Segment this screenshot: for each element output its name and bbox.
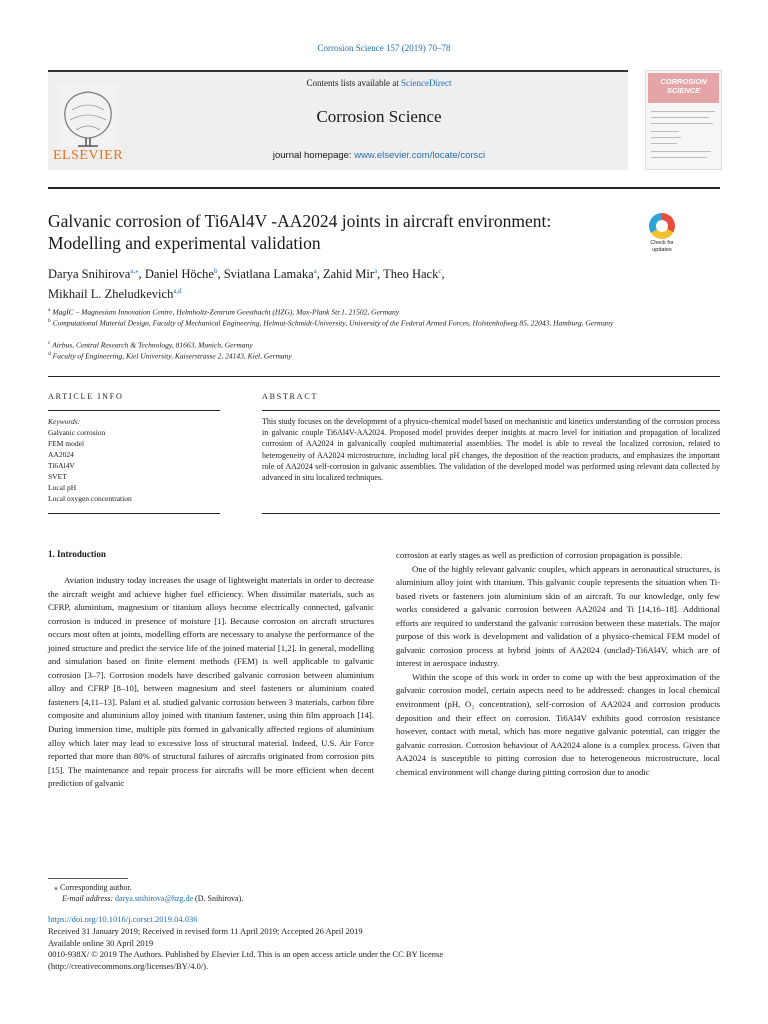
keywords-block xyxy=(48,416,220,504)
section-heading-introduction: 1. Introduction xyxy=(48,549,106,559)
affiliation-text: MagIC – Magnesium Innovation Centre, Helmholtz-Zentrum Geesthacht (HZG), Max-Plank Str.1, 21502, Germany xyxy=(52,307,400,317)
corresponding-label: ⁎ Corresponding author. xyxy=(54,883,132,892)
cover-title: CORROSION SCIENCE xyxy=(648,73,719,103)
author-email-link[interactable]: darya.snihirova@hzg.de xyxy=(115,894,194,903)
check-for-updates-badge[interactable] xyxy=(646,213,678,253)
homepage-link[interactable]: www.elsevier.com/locate/corsci xyxy=(354,150,486,161)
author-affiliation-mark[interactable]: b xyxy=(213,267,218,275)
cover-text-line xyxy=(651,157,707,158)
journal-cover[interactable] xyxy=(645,70,722,170)
author-affiliation-mark[interactable]: a,d xyxy=(173,287,182,296)
abstract-rule xyxy=(262,410,720,411)
paragraph: Aviation industry today increases the usage of lightweight materials in order to decrease the aircraft weight and achieve higher fuel efficiency. When dissimilar materials, such as CFRP, aluminium, magnesium or titanium alloys become electrically connected, galvanic corrosion is induced in presence of moisture [1]. Because corrosion on aircraft structures occurs most often at joints, modelling efforts are necessary to analyse the performance of the joined structure and predict the service life of the joined material [1,2]. In general, modelling and simulation based on finite element methods (FEM) is well applicable to galvanic corrosion [3–7]. Corrosion models have described galvanic corrosion between aluminium alloy and CFRP [8–10], between magnesium and steel fasteners or aluminium coated fasteners [4,11–13]. Palani et al. studied galvanic corrosion between 3 materials, carbon fibre composite and aluminium alloy joined with titanium fastener, using thin film approach [14]. During immersion time, multiple pits formed in galvanically affected regions of aluminium alloy which later may lead to excessive loss of structural material. Indeed, U.S. Air Force reported that more than 80% of structural failures of aircrafts originated from corrosion pits [15]. The maintenance and repair process for aircrafts will be more efficient when decent prediction of galvanic xyxy=(48,575,374,789)
article-info-bottom-rule xyxy=(48,513,220,514)
article-info-heading: ARTICLE INFO xyxy=(48,392,124,401)
abstract-text: This study focuses on the development of a physico-chemical model based on mechanistic and kinetics understanding of the corrosion process in galvanic couple Ti6Al4V-AA2024. Proposed model provides deeper insights at macro level for initiation and propagation of localized corrosion of AA2024 in galvanically coupled multimaterial assemblies. The model is able to reveal the localized corrosion, related to heterogeneity of AA2024 microstructure, including local pH changes, the deposition of the reaction products, and emphasizes the important role of AA2024 self-corrosion in galvanic assemblies. The validation of the developed model was performed using relevant data collected by advanced in situ localized techniques. xyxy=(262,417,720,483)
author-affiliation-mark[interactable]: a xyxy=(313,267,317,275)
cover-text-line xyxy=(651,143,677,144)
available-online: Available online 30 April 2019 xyxy=(48,937,154,948)
cover-text-line xyxy=(651,111,715,112)
author-affiliation-mark[interactable]: a xyxy=(374,267,378,275)
keyword: Galvanic corrosion xyxy=(48,428,106,437)
contents-line xyxy=(130,78,628,88)
body-column-left xyxy=(48,574,374,791)
front-matter-divider xyxy=(48,376,720,377)
header-divider xyxy=(48,187,720,189)
affiliation-text: Airbus, Central Research & Technology, 81663, Munich, Germany xyxy=(52,340,253,350)
license-url[interactable]: (http://creativecommons.org/licenses/BY/4.0/). xyxy=(48,961,209,972)
journal-name: Corrosion Science xyxy=(316,107,442,126)
article-title: Galvanic corrosion of Ti6Al4V -AA2024 joints in aircraft environment: Modelling and experimental validation xyxy=(48,211,552,253)
corresponding-author-note xyxy=(48,882,388,904)
cover-text-line xyxy=(651,123,713,124)
affiliation-mark: a xyxy=(48,307,51,313)
keyword: SVET xyxy=(48,472,67,481)
affiliation-mark: c xyxy=(48,340,51,346)
cover-text-line xyxy=(651,151,711,152)
contents-prefix: Contents lists available at xyxy=(306,78,401,88)
paragraph: Within the scope of this work in order to come up with the best approximation of the galvanic corrosion model, certain aspects need to be addressed: changes in local chemical environment (pH, O₂ concentration), self-corrosion of AA2024 and corrosion products deposition and their effect on corrosion. Ti6Al4V exhibits good corrosion resistance however, contact with metal, which has more negative galvanic potential, can trigger the galvanic corrosion. Corrosion behaviour of AA2024 alone is a complex process. Given that AA2024 is susceptible to pitting corrosion due to heterogeneous microstructure, local chemical environment will change during pitting corrosion due to anodic xyxy=(396,671,720,777)
cover-text-line xyxy=(651,137,681,138)
journal-reference[interactable]: Corrosion Science 157 (2019) 70–78 xyxy=(317,43,451,53)
received-dates: Received 31 January 2019; Received in revised form 11 April 2019; Accepted 26 April 2019 xyxy=(48,925,363,936)
affiliation-text: Computational Material Design, Faculty of Mechanical Engineering, Helmut-Schmidt-University, University of the Federal Armed Forces, Holstenhofweg 85, 22043, Hamburg, Germany xyxy=(52,318,614,328)
email-label: E-mail address: xyxy=(62,894,116,903)
cover-text-line xyxy=(651,117,709,118)
affiliation xyxy=(48,316,688,329)
elsevier-wordmark: ELSEVIER xyxy=(52,148,124,163)
keyword: Ti6Al4V xyxy=(48,461,75,470)
keyword: FEM model xyxy=(48,439,85,448)
sciencedirect-link[interactable]: ScienceDirect xyxy=(401,78,452,88)
email-suffix: (D. Snihirova). xyxy=(193,894,244,903)
paragraph: One of the highly relevant galvanic couples, which appears in aeronautical structures, is aluminium alloy joint with titanium. This galvanic couple represents the situation when Ti-based rivets or fasteners join aluminium skin of an aircraft. To our knowledge, only few works considered a galvanic corrosion between AA2024 and Ti [14,16–18]. Additional efforts are required to understand the galvanic corrosion between these materials. The major purpose of this work is development and validation of a physico-chemical FEM model of galvanic corrosion process at hybrid joints of AA2024 (unclad)-Ti6Al4V, which are of interest in aerospace industry. xyxy=(396,563,720,669)
author-affiliation-mark[interactable]: c xyxy=(438,267,442,275)
paragraph: corrosion at early stages as well as prediction of corrosion propagation is possible. xyxy=(396,550,683,560)
publication-info xyxy=(48,914,720,973)
abstract-bottom-rule xyxy=(262,513,720,514)
author-name[interactable]: Darya Snihirova xyxy=(48,267,131,282)
email-line xyxy=(48,893,388,904)
journal-homepage xyxy=(130,150,628,161)
affiliation-mark: b xyxy=(48,318,51,324)
check-updates-icon xyxy=(649,213,675,239)
author-name[interactable]: Zahid Mir xyxy=(322,267,375,282)
cover-text-line xyxy=(651,131,679,132)
abstract-heading: ABSTRACT xyxy=(262,392,319,401)
keywords-label: Keywords: xyxy=(48,417,81,426)
author-affiliation-mark[interactable]: a,⁎ xyxy=(130,267,139,275)
affiliation-text: Faculty of Engineering, Kiel University, Kaiserstrasse 2, 24143, Kiel, Germany xyxy=(52,351,292,361)
affiliation-mark: d xyxy=(48,351,51,357)
author-name[interactable]: Theo Hack xyxy=(383,267,439,282)
license-text: 0010-938X/ © 2019 The Authors. Published by Elsevier Ltd. This is an open access article under the CC BY license xyxy=(48,949,444,960)
keyword: Local pH xyxy=(48,483,77,492)
footnote-rule xyxy=(48,878,128,879)
keyword: Local oxygen concentration xyxy=(48,494,132,503)
keyword: AA2024 xyxy=(48,450,74,459)
homepage-prefix: journal homepage: xyxy=(272,150,355,161)
author-name[interactable]: Daniel Höche xyxy=(144,267,214,282)
doi-link[interactable]: https://doi.org/10.1016/j.corsci.2019.04.036 xyxy=(48,914,198,924)
author-name[interactable]: Mikhail L. Zheludkevich xyxy=(48,287,174,302)
author-name[interactable]: Sviatlana Lamaka xyxy=(223,267,314,282)
body-column-right xyxy=(396,549,720,779)
article-info-rule xyxy=(48,410,220,411)
check-updates-label: Check for updates xyxy=(650,240,674,253)
author-list: Darya Snihirova$^{a,⁎}$, Daniel Höche$^b$, Sviatlana Lamaka$^a$, Zahid Mir$^a$, Theo Hack$^c$, Mikhail L. Zheludkevich$^{a,d}$ xyxy=(48,267,445,302)
affiliation xyxy=(48,349,688,362)
